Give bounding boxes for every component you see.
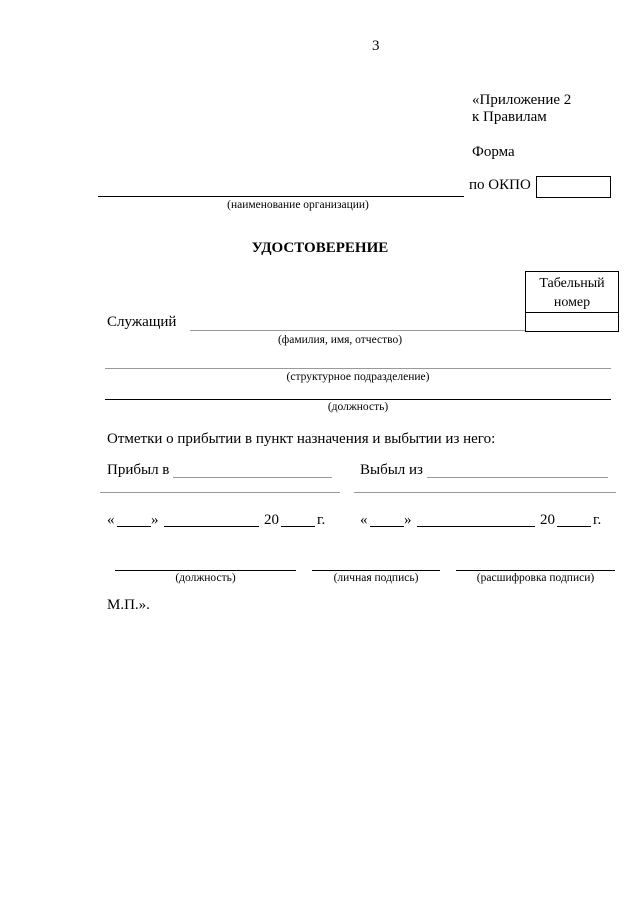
departed-year-suffix: г. bbox=[593, 512, 602, 528]
tabel-header-line2: номер bbox=[553, 295, 591, 310]
arrived-place-line[interactable] bbox=[173, 477, 332, 478]
arrived-date-open: « bbox=[107, 512, 115, 528]
signature-position-line[interactable] bbox=[115, 570, 296, 571]
employee-name-caption: (фамилия, имя, отчество) bbox=[277, 334, 403, 346]
arrived-label: Прибыл в bbox=[107, 462, 170, 478]
form-label: Форма bbox=[472, 144, 515, 160]
stamp-label: М.П.». bbox=[107, 597, 150, 613]
departed-date-close: » bbox=[404, 512, 412, 528]
signature-decode-line[interactable] bbox=[456, 570, 615, 571]
arrived-year-line[interactable] bbox=[281, 526, 315, 527]
arrived-date-close: » bbox=[151, 512, 159, 528]
okpo-box[interactable] bbox=[536, 176, 611, 198]
arrived-month-line[interactable] bbox=[164, 526, 259, 527]
arrived-place-line-2[interactable] bbox=[100, 492, 340, 493]
signature-decode-caption: (расшифровка подписи) bbox=[476, 572, 595, 584]
department-line[interactable] bbox=[105, 368, 611, 369]
departed-month-line[interactable] bbox=[417, 526, 535, 527]
departed-label: Выбыл из bbox=[360, 462, 423, 478]
tabel-number-header bbox=[525, 271, 619, 313]
signature-sign-line[interactable] bbox=[312, 570, 440, 571]
arrived-year-suffix: г. bbox=[317, 512, 326, 528]
appendix-rules: к Правилам bbox=[472, 109, 547, 125]
position-caption: (должность) bbox=[327, 401, 389, 413]
marks-heading: Отметки о прибытии в пункт назначения и выбытии из него: bbox=[107, 431, 496, 447]
departed-day-line[interactable] bbox=[370, 526, 404, 527]
employee-name-line[interactable] bbox=[190, 330, 525, 331]
departed-date-open: « bbox=[360, 512, 368, 528]
signature-position-caption: (должность) bbox=[175, 572, 236, 584]
tabel-number-cell[interactable] bbox=[525, 312, 619, 332]
appendix-title: «Приложение 2 bbox=[472, 92, 572, 108]
employee-label: Служащий bbox=[107, 314, 177, 330]
departed-place-line[interactable] bbox=[427, 477, 608, 478]
signature-sign-caption: (личная подпись) bbox=[333, 572, 419, 584]
okpo-label: по ОКПО bbox=[469, 177, 531, 193]
tabel-header-line1: Табельный bbox=[539, 276, 605, 291]
position-line[interactable] bbox=[105, 399, 611, 400]
departed-place-line-2[interactable] bbox=[354, 492, 616, 493]
page-number: 3 bbox=[372, 38, 380, 54]
department-caption: (структурное подразделение) bbox=[286, 371, 430, 383]
arrived-day-line[interactable] bbox=[117, 526, 151, 527]
organization-caption: (наименование организации) bbox=[227, 199, 369, 211]
organization-line[interactable] bbox=[98, 196, 464, 197]
arrived-year-prefix: 20 bbox=[264, 512, 279, 528]
departed-year-prefix: 20 bbox=[540, 512, 555, 528]
document-title: УДОСТОВЕРЕНИЕ bbox=[251, 240, 389, 256]
departed-year-line[interactable] bbox=[557, 526, 591, 527]
